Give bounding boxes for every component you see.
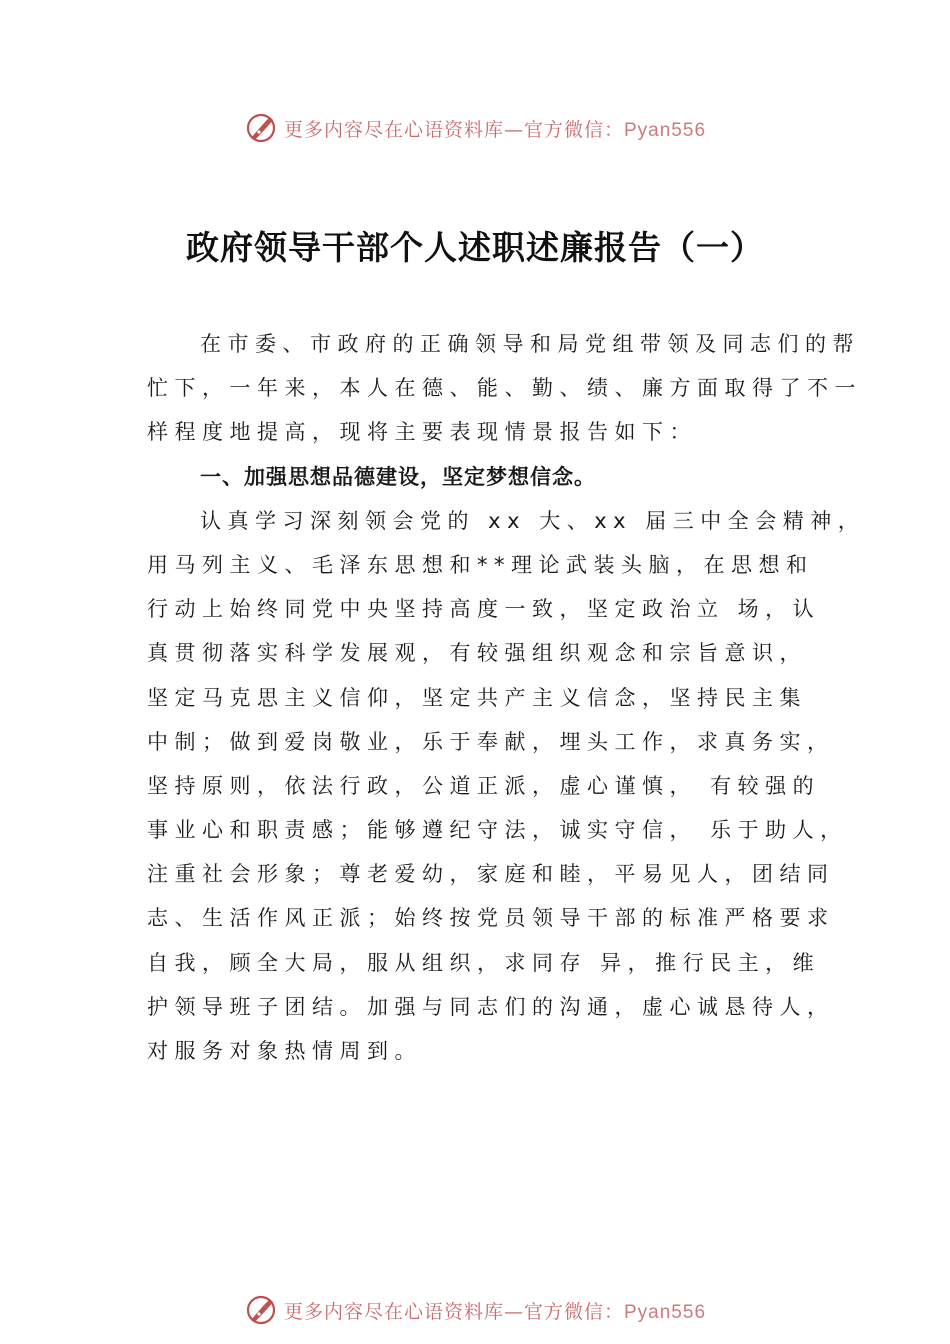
document-title: 政府领导干部个人述职述廉报告（一）: [186, 228, 764, 267]
paragraph-line: 志、生活作风正派；始终按党员领导干部的标准严格要求: [147, 906, 835, 931]
watermark-text: 更多内容尽在心语资料库—官方微信：Pyan556: [283, 1300, 707, 1323]
watermark-text: 更多内容尽在心语资料库—官方微信：Pyan556: [283, 118, 707, 141]
paragraph-line: 样程度地提高，现将主要表现情景报告如下：: [147, 420, 697, 445]
footer-watermark-banner: [0, 1290, 950, 1330]
paragraph-line: 在市委、市政府的正确领导和局党组带领及同志们的帮: [200, 332, 860, 356]
paragraph-line: 行动上始终同党中央坚持高度一致，坚定政治立 场，认: [147, 597, 821, 622]
paragraph-line: 认真学习深刻领会党的 xx 大、xx 届三中全会精神，: [200, 508, 866, 533]
paragraph-line: 用马列主义、毛泽东思想和**理论武装头脑，在思想和: [147, 552, 814, 577]
paragraph-line: 对服务对象热情周到。: [147, 1039, 422, 1063]
paragraph-line: 注重社会形象；尊老爱幼，家庭和睦，平易见人，团结同: [147, 862, 835, 887]
document-body: [147, 322, 866, 1073]
pen-nib-circle-logo-icon: [244, 1293, 278, 1327]
pen-nib-circle-logo-icon: [244, 111, 278, 145]
paragraph-line: 自我，顾全大局，服从组织，求同存 异，推行民主，维: [147, 950, 821, 975]
paragraph-line: 事业心和职责感；能够遵纪守法，诚实守信， 乐于助人，: [147, 818, 848, 843]
paragraph-line: 护领导班子团结。加强与同志们的沟通，虚心诚恳待人，: [147, 994, 835, 1019]
paragraph-line: 真贯彻落实科学发展观，有较强组织观念和宗旨意识，: [147, 641, 807, 666]
section-heading: 一、加强思想品德建设，坚定梦想信念。: [200, 464, 596, 489]
header-watermark-banner: [0, 108, 950, 148]
paragraph-line: 坚持原则，依法行政，公道正派，虚心谨慎， 有较强的: [147, 773, 821, 798]
paragraph-line: 中制；做到爱岗敬业，乐于奉献，埋头工作，求真务实，: [147, 729, 835, 754]
paragraph-line: 坚定马克思主义信仰，坚定共产主义信念，坚持民主集: [147, 685, 807, 710]
paragraph-line: 忙下，一年来，本人在德、能、勤、绩、廉方面取得了不一: [147, 376, 862, 401]
